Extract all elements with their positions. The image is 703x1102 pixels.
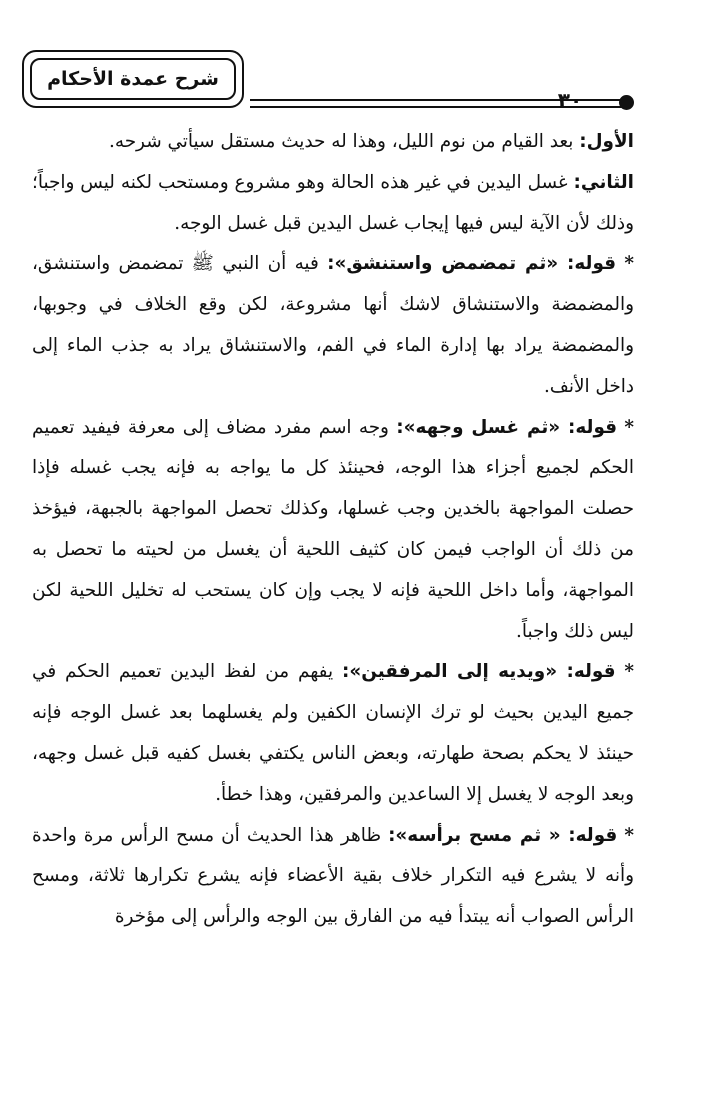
header-title-frame [22, 50, 244, 108]
paragraph-2 [32, 163, 678, 245]
paragraph-text: غسل اليدين في غير هذه الحالة وهو مشروع ومستحب لكنه ليس واجباً؛ وذلك لأن الآية ليس فيها إيجاب غسل اليدين قبل غسل الوجه. [32, 171, 634, 234]
paragraph-label: الثاني: [573, 171, 634, 193]
paragraph-label: قوله: «ويديه إلى المرفقين»: [341, 661, 616, 683]
paragraph-5 [32, 652, 678, 815]
star-marker: * [624, 253, 634, 275]
paragraph-text: يفهم من لفظ اليدين تعميم الحكم في جميع اليدين بحيث لو ترك الإنسان الكفين ولم يغسلهما بعد غسل الوجه فإنه حينئذ لا يحكم بصحة طهارته، وبعض الناس يكتفي بغسل كفيه قبل غسل وجهه، وبعد الوجه لا يغسل إلا الساعدين والمرفقين، وهذا خطأ. [32, 661, 634, 805]
star-marker: * [624, 824, 635, 846]
book-title: شرح عمدة الأحكام [30, 58, 236, 100]
paragraph-label: قوله: «ثم تمضمض واستنشق»: [327, 253, 617, 275]
paragraph-text: ظاهر هذا الحديث أن مسح الرأس مرة واحدة وأنه لا يشرع فيه التكرار خلاف بقية الأعضاء فإنه يشرع تكرارها ثلاثة، ومسح الرأس الصواب أنه يبتدأ فيه من الفارق بين الوجه والرأس إلى مؤخرة [32, 824, 634, 928]
paragraph-6 [32, 816, 678, 938]
star-marker: * [624, 661, 634, 683]
paragraph-1 [32, 122, 678, 163]
header-dot-ornament [619, 95, 634, 110]
star-marker: * [624, 416, 634, 438]
paragraph-3 [32, 244, 678, 407]
paragraph-label: قوله: « ثم مسح برأسه»: [388, 824, 618, 846]
page-number: ٣٠ [557, 88, 583, 112]
paragraph-label: قوله: «ثم غسل وجهه»: [396, 416, 618, 438]
paragraph-text: وجه اسم مفرد مضاف إلى معرفة فيفيد تعميم الحكم لجميع أجزاء هذا الوجه، فحينئذ كل ما يواجه به فإنه يجب غسله فإذا حصلت المواجهة بالخدين وجب غسلها، وكذلك تحصل المواجهة بالجبهة، فيؤخذ من ذلك أن الواجب فيمن كان كثيف اللحية أن يغسل من لحيته ما تحصل به المواجهة، وأما داخل اللحية فإنه لا يجب وإن كان يستحب له تخليل اللحية لكن ليس ذلك واجباً. [32, 416, 634, 642]
body-text [32, 122, 678, 938]
paragraph-4 [32, 408, 678, 653]
paragraph-text: بعد القيام من نوم الليل، وهذا له حديث مستقل سيأتي شرحه. [108, 131, 580, 152]
paragraph-text: فيه أن النبي ﷺ تمضمض واستنشق، والمضمضة والاستنشاق لاشك أنها مشروعة، لكن وقع الخلاف في وجوبها، والمضمضة يراد بها إدارة الماء في الفم، والاستنشاق يراد به جذب الماء إلى داخل الأنف. [32, 253, 634, 397]
paragraph-label: الأول: [579, 131, 634, 152]
